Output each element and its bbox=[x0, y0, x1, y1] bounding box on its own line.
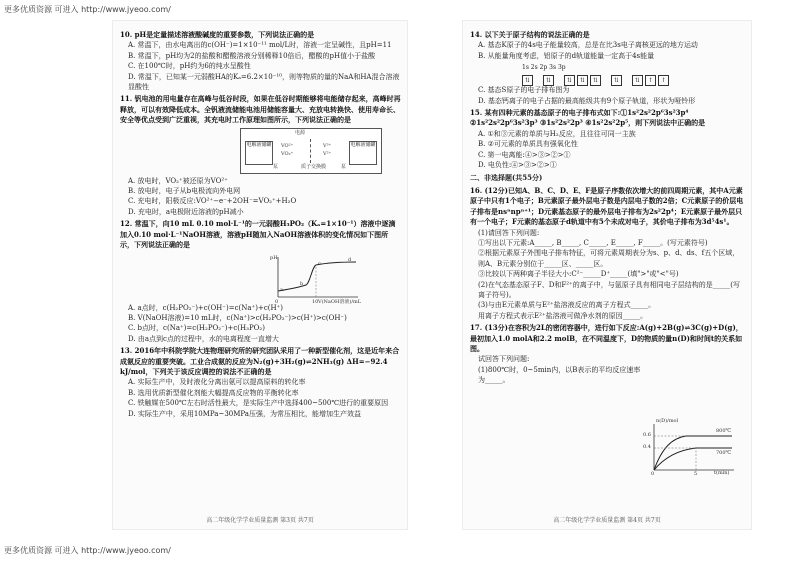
q16-part-2: (2)在气态基态原子F、D和F²⁺的离子中，与氩原子具有相同电子层结构的是_____(写离子符号)。 bbox=[478, 280, 740, 299]
nd-x-tick-5: 5 bbox=[694, 471, 698, 477]
question-16: 16. (12分)已知A、B、C、D、E、F是原子序数依次增大的前四周期元素，其中A元素原子中只有1个电子；B元素原子最外层电子数是内层电子数的2倍；C元素原子的价层电子排布是nsⁿnpⁿ⁺¹；D元素基态原子的最外层电子排布为2s²2p⁴；E元素原子最外层只有一个电子；F元素的基态原子d轨道中有5个未成对电子，其价电子排布为3d⁵4s¹。 bbox=[470, 185, 744, 227]
q12-option-a: A. a点时，c(H₂PO₂⁻)+c(OH⁻)=c(Na⁺)+c(H⁺) bbox=[128, 303, 283, 312]
q13-option-d: D. 实际生产中，采用10MPa~30MPa压强，为常压相比，能增加生产效益 bbox=[128, 409, 361, 418]
watermark-top: 更多优质资源 可进入 http://www.jyeoo.com/ bbox=[4, 5, 171, 14]
q11-option-b: B. 放电时，电子从b电极流向外电网 bbox=[128, 187, 241, 196]
q15-option-d: D. 电负性:④>③>②>① bbox=[478, 161, 557, 170]
watermark-bottom: 更多优质资源 可进入 http://www.jyeoo.com/ bbox=[4, 546, 171, 555]
q16-part-1: (1)请回答下列问题: bbox=[478, 228, 540, 237]
q17-intro: 试回答下列问题: bbox=[478, 355, 530, 364]
question-13: 13. 2016年中科院学院大连物理研究所的研究团队采用了一种新型催化剂，这是近年来合成氨反应的重要突破。工业合成氨的反应为N₂(g)+3H₂(g)⇌2NH₃(g) ΔH=−92.4 kJ/mol，下列关于该反应调控的说法不正确的是 bbox=[120, 346, 400, 376]
nd-y-label: n(D)/mol bbox=[656, 418, 679, 424]
membrane-label: 质子交换膜 bbox=[301, 163, 327, 170]
right-column bbox=[470, 28, 746, 386]
orbital-box: ⇅ bbox=[522, 75, 533, 86]
orbital-box: ⇅ bbox=[611, 75, 622, 86]
ion-right-2: V²⁺ bbox=[323, 150, 332, 157]
orbital-box: ⇅ bbox=[577, 75, 588, 86]
q15-option-b: B. ②可元素的单质具有强氧化性 bbox=[478, 140, 578, 149]
tplot-point-b: b bbox=[300, 280, 304, 287]
q16-part-1c: ③比较以下两种离子半径大小:C²⁻_____D⁺_____(填">"或"<"号) bbox=[478, 270, 679, 279]
ion-left-2: VO₂⁺ bbox=[281, 150, 294, 157]
q16-part-1b: ②根据元素原子外围电子排布特征，可将元素周期表分为s、p、d、ds、f五个区域，则A、B元素分别位于_____区、_____区。 bbox=[478, 249, 740, 268]
left-page-footer: 高二年级化学学业质量监测 第3页 共7页 bbox=[206, 517, 314, 524]
tplot-point-c: c bbox=[318, 260, 321, 267]
section-2-heading: 二、非选择题(共55分) bbox=[470, 173, 543, 183]
nd-time-plot bbox=[642, 418, 738, 478]
q13-option-b: B. 选用优质新型催化剂能大幅提高反应物的平衡转化率 bbox=[128, 388, 299, 397]
question-15: 15. 某有四种元素的基态原子的电子排布式如下:①1s²2s²2p⁶3s²3p⁴ ②1s²2s²2p⁶3s²3p³ ③1s²2s²2p³ ④1s²2s²2p⁵，则下列说法中正确的是 bbox=[470, 108, 706, 128]
q12-option-c: C. b点时，c(Na⁺)=c(H₂PO₂⁻)+c(H₃PO₂) bbox=[128, 324, 265, 333]
question-17: 17. (13分)在容积为2L的密闭容器中，进行如下反应:A(g)+2B(g)⇌3C(g)+D(g)，最初加入1.0 molA和2.2 molB，在不同温度下，D的物质的量n(D)和时间t的关系如图。 bbox=[470, 323, 743, 353]
nd-series-800: 800℃ bbox=[716, 428, 732, 434]
orbital-boxes bbox=[522, 75, 746, 86]
pump-left: 泵 bbox=[273, 163, 279, 170]
q14-option-a: A. 基态K原子的4s电子能量较高，总是在比3s电子离核更远的地方运动 bbox=[478, 41, 698, 50]
page-left bbox=[112, 20, 408, 530]
ion-right: V³⁺ bbox=[323, 142, 332, 149]
q16-part-3: (3)与由E元素单质与E²⁺盐溶液反应的离子方程式_____。 bbox=[478, 301, 656, 310]
left-column bbox=[120, 28, 402, 419]
tplot-y-label: pH bbox=[270, 254, 278, 261]
q12-option-b: B. V(NaOH溶液)=10 mL时，c(Na⁺)>c(H₂PO₂⁻)>c(H⁺)>c(OH⁻) bbox=[128, 313, 347, 322]
q14-option-c: C. 基态S原子的电子排布图为 bbox=[478, 86, 570, 95]
q10-option-b: B. 常温下，pH均为2的盐酸和醋酸溶液分别稀释10倍后，醋酸的pH值小于盐酸 bbox=[128, 51, 376, 60]
nd-value-0-6: 0.6 bbox=[643, 432, 651, 438]
left-tank-label: 电解液储罐 bbox=[246, 141, 272, 148]
nd-x-tick-0: 0 bbox=[651, 471, 655, 477]
tplot-x-tick-10: 10 bbox=[312, 298, 319, 305]
question-11: 11. 钒电池的用电量存在高峰与低谷时段，如果在低谷时期能够将电能储存起来，高峰时再释放，可以有效降低成本。全钒液流储能电池用储能容量大、充放电转换快、使用寿命长、安全等优点受到广泛重视，其充电时工作原理如图所示，下列说法正确的是 bbox=[120, 94, 401, 125]
q13-option-a: A. 实际生产中，及时液化分离出氨可以提高原料的转化率 bbox=[128, 378, 306, 387]
q11-option-a: A. 放电时，VO₂⁺被还原为VO²⁺ bbox=[128, 176, 228, 185]
nd-value-0-4: 0.4 bbox=[643, 444, 651, 450]
page-right bbox=[462, 20, 752, 530]
question-10: 10. pH是定量描述溶液酸碱度的重要参数，下列说法正确的是 bbox=[120, 30, 315, 39]
nd-x-label: t(min) bbox=[714, 470, 730, 476]
titration-plot bbox=[270, 253, 362, 303]
question-14: 14. 以下关于原子结构的说法正确的是 bbox=[470, 30, 590, 39]
right-page-footer: 高二年级化学学业质量监测 第4页 共7页 bbox=[553, 517, 661, 524]
right-tank bbox=[349, 141, 377, 165]
q16-part-3b: 用离子方程式表示E²⁺盐溶液可做净水剂的原因_____。 bbox=[478, 311, 648, 320]
q10-option-d: D. 常温下，已知某一元弱酸HA的Kₐ=6.2×10⁻¹⁰，则等物质的量的NaA和HA混合溶液显酸性 bbox=[128, 72, 400, 92]
q15-option-a: A. ①和③元素的单质与H₂反应，且往往可同一主族 bbox=[478, 129, 636, 138]
tplot-x-tick-0: 0 bbox=[275, 298, 279, 305]
orbital-box: ⇅ bbox=[543, 75, 554, 86]
battery-diagram bbox=[240, 128, 382, 174]
nd-series-700: 700℃ bbox=[716, 450, 732, 456]
left-tank bbox=[245, 141, 273, 165]
power-label: 电源 bbox=[295, 129, 306, 136]
q10-option-a: A. 常温下，由水电离出的c(OH⁻)=1×10⁻¹¹ mol/L时，溶液一定呈碱性，且pH=11 bbox=[128, 41, 392, 50]
q13-option-c: C. 铁触媒在500℃左右时活性最大，是实际生产中选择400~500℃进行的重要原因 bbox=[128, 399, 389, 408]
tplot-x-label: V(NaOH溶液)/mL bbox=[318, 298, 362, 305]
q11-option-d: D. 充电时，a电极附近溶液的pH减小 bbox=[128, 207, 244, 216]
orbital-diagram bbox=[522, 63, 746, 85]
q12-option-d: D. 由a点到c点的过程中，水的电离程度一直增大 bbox=[128, 334, 279, 343]
question-12: 12. 常温下，向10 mL 0.10 mol·L⁻¹的一元弱酸H₃PO₂（Kₐ=1×10⁻¹）溶液中逐滴加入0.10 mol·L⁻¹NaOH溶液，溶液pH随加入NaOH溶液体积的变化情况如下图所示，下列说法正确的是 bbox=[120, 219, 396, 250]
orbital-box: ⇅ bbox=[632, 75, 643, 86]
pump-right: 泵 bbox=[341, 163, 347, 170]
q11-option-c: C. 充电时，阳极反应:VO²⁺−e⁻+2OH⁻=VO₂⁺+H₂O bbox=[128, 197, 297, 206]
q14-option-d: D. 基态钙离子的电子占据的最高能级共有9个原子轨道，形状为哑铃形 bbox=[478, 96, 696, 105]
membrane-line bbox=[310, 139, 311, 163]
q15-option-c: C. 第一电离能:④>③>②>① bbox=[478, 150, 571, 159]
tplot-point-a: a bbox=[280, 286, 283, 293]
nd-time-svg bbox=[642, 418, 738, 478]
q10-option-c: C. 在100℃时，pH约为6的纯水呈酸性 bbox=[128, 62, 251, 71]
right-tank-label: 电解液储罐 bbox=[350, 141, 376, 148]
tplot-point-d: d bbox=[348, 256, 352, 263]
q17-part-1: (1)800℃时，0~5min内，以B表示的平均反应速率为_____。 bbox=[478, 365, 641, 385]
ion-left: VO²⁺ bbox=[281, 142, 294, 149]
orbital-box: ↑ bbox=[658, 75, 669, 86]
orbital-box: ⇅ bbox=[564, 75, 575, 86]
q16-part-1a: ①写出以下元素:A_____, B_____, C_____, E_____, F_____。(写元素符号) bbox=[478, 238, 708, 247]
orbital-box: ⇅ bbox=[590, 75, 601, 86]
q14-option-b: B. 从能量角度考虑，铝原子的d轨道能量一定高于4s能量 bbox=[478, 51, 655, 60]
orbital-labels: 1s 2s 2p 3s 3p bbox=[522, 64, 566, 72]
orbital-box: ↑ bbox=[645, 75, 656, 86]
